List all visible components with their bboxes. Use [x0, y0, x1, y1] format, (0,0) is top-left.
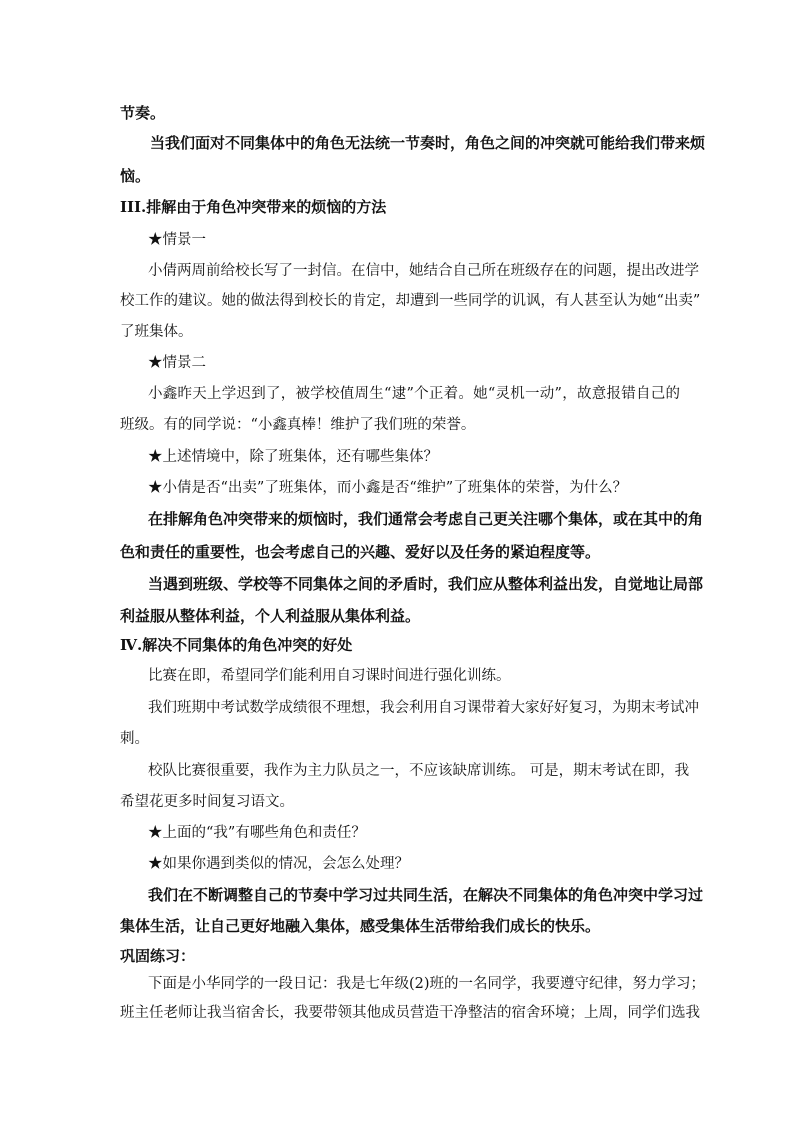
- scenario-label: ★情景二: [148, 355, 206, 371]
- paragraph-line: 集体生活，让自己更好地融入集体，感受集体生活带给我们成长的快乐。: [120, 917, 601, 935]
- scenario-label: ★情景一: [148, 232, 206, 248]
- paragraph-line: 希望花更多时间复习语文。: [120, 794, 294, 810]
- paragraph-line: 班级。有的同学说：“小鑫真棒！维护了我们班的荣誉。: [120, 417, 476, 433]
- paragraph-line: 班主任老师让我当宿舍长，我要带领其他成员营造干净整洁的宿舍环境；上周，同学们选我: [120, 1005, 700, 1021]
- section-heading: 巩固练习：: [120, 947, 196, 965]
- question-line: ★如果你遇到类似的情况，会怎么处理？: [148, 856, 409, 872]
- paragraph-line: 小鑫昨天上学迟到了，被学校值周生“逮”个正着。她“灵机一动”，故意报错自己的: [148, 386, 680, 402]
- question-line: ★上面的“我”有哪些角色和责任？: [148, 825, 366, 841]
- question-line: ★上述情境中，除了班集体，还有哪些集体？: [148, 449, 438, 465]
- paragraph-line: 校队比赛很重要，我作为主力队员之一，不应该缺席训练。 可是，期末考试在即，我: [148, 763, 690, 779]
- paragraph-line: 我们班期中考试数学成绩很不理想，我会利用自习课带着大家好好复习，为期末考试冲: [148, 700, 699, 716]
- question-line: ★小倩是否“出卖”了班集体，而小鑫是否“维护”了班集体的荣誉，为什么？: [148, 480, 628, 496]
- paragraph-line: 我们在不断调整自己的节奏中学习过共同生活，在解决不同集体的角色冲突中学习过: [148, 886, 704, 904]
- paragraph-line: 比赛在即，希望同学们能利用自习课时间进行强化训练。: [148, 668, 511, 684]
- paragraph-line: 在排解角色冲突带来的烦恼时，我们通常会考虑自己更关注哪个集体，或在其中的角: [148, 510, 704, 528]
- paragraph-line: 下面是小华同学的一段日记：我是七年级(2)班的一名同学，我要遵守纪律，努力学习；: [148, 976, 706, 992]
- paragraph-line: 节奏。: [120, 104, 166, 122]
- section-heading: Ⅳ.解决不同集体的角色冲突的好处: [120, 636, 353, 654]
- paragraph-line: 利益服从整体利益，个人利益服从集体利益。: [120, 607, 421, 625]
- paragraph-line: 刺。: [120, 731, 149, 747]
- paragraph-line: 色和责任的重要性，也会考虑自己的兴趣、爱好以及任务的紧迫程度等。: [120, 543, 601, 561]
- paragraph-line: 恼。: [120, 167, 151, 185]
- paragraph-line: 校工作的建议。她的做法得到校长的肯定，却遭到一些同学的讥讽，有人甚至认为她“出卖”: [120, 293, 701, 309]
- paragraph-line: 当我们面对不同集体中的角色无法统一节奏时，角色之间的冲突就可能给我们带来烦: [150, 134, 706, 152]
- paragraph-line: 小倩两周前给校长写了一封信。在信中，她结合自己所在班级存在的问题，提出改进学: [148, 263, 699, 279]
- section-heading: III.排解由于角色冲突带来的烦恼的方法: [120, 198, 387, 216]
- paragraph-line: 了班集体。: [120, 324, 193, 340]
- paragraph-line: 当遇到班级、学校等不同集体之间的矛盾时，我们应从整体利益出发，自觉地让局部: [148, 575, 704, 593]
